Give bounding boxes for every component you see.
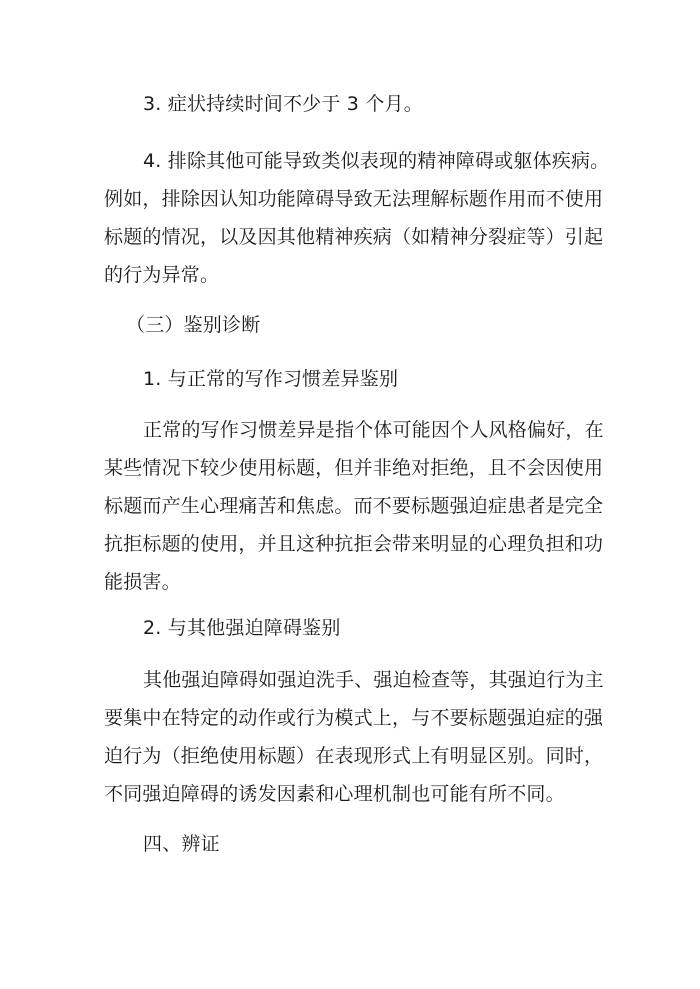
criterion-4-line-3: 标题的情况，以及因其他精神疾病（如精神分裂症等）引起: [104, 226, 604, 248]
differential-1-line-5: 能损害。: [104, 571, 181, 593]
differential-1-line-3: 标题而产生心理痛苦和焦虑。而不要标题强迫症患者是完全: [104, 495, 604, 517]
differential-2-line-2: 要集中在特定的动作或行为模式上，与不要标题强迫症的强: [104, 707, 604, 729]
differential-2-line-4: 不同强迫障碍的诱发因素和心理机制也可能有所不同。: [104, 783, 565, 805]
differential-2-body: [104, 661, 604, 813]
section-differential-diagnosis-heading: [126, 306, 620, 344]
differential-1-line-4: 抗拒标题的使用，并且这种抗拒会带来明显的心理负担和功: [104, 533, 604, 555]
differential-2-line-1: 其他强迫障碍如强迫洗手、强迫检查等，其强迫行为主: [143, 669, 604, 691]
criterion-3-line: 3. 症状持续时间不少于 3 个月。: [143, 93, 423, 115]
criterion-4-paragraph: [104, 142, 610, 294]
section-4-title: 四、辨证: [143, 833, 220, 855]
section-3-title: （三）鉴别诊断: [126, 314, 261, 336]
differential-1-title: [143, 360, 637, 398]
criterion-4-line-1: 4. 排除其他可能导致类似表现的精神障碍或躯体疾病。: [143, 150, 610, 172]
differential-1-body: [104, 411, 604, 601]
criterion-3-paragraph: [143, 85, 637, 123]
differential-2-title: [143, 609, 637, 647]
differential-2-title-text: 2. 与其他强迫障碍鉴别: [143, 617, 341, 639]
criterion-4-line-2: 例如，排除因认知功能障碍导致无法理解标题作用而不使用: [104, 188, 604, 210]
differential-1-title-text: 1. 与正常的写作习惯差异鉴别: [143, 368, 399, 390]
differential-2-line-3: 迫行为（拒绝使用标题）在表现形式上有明显区别。同时，: [104, 745, 604, 767]
criterion-4-line-4: 的行为异常。: [104, 264, 220, 286]
section-4-heading: [143, 825, 637, 863]
differential-1-line-2: 某些情况下较少使用标题，但并非绝对拒绝，且不会因使用: [104, 457, 604, 479]
differential-1-line-1: 正常的写作习惯差异是指个体可能因个人风格偏好，在: [143, 419, 604, 441]
